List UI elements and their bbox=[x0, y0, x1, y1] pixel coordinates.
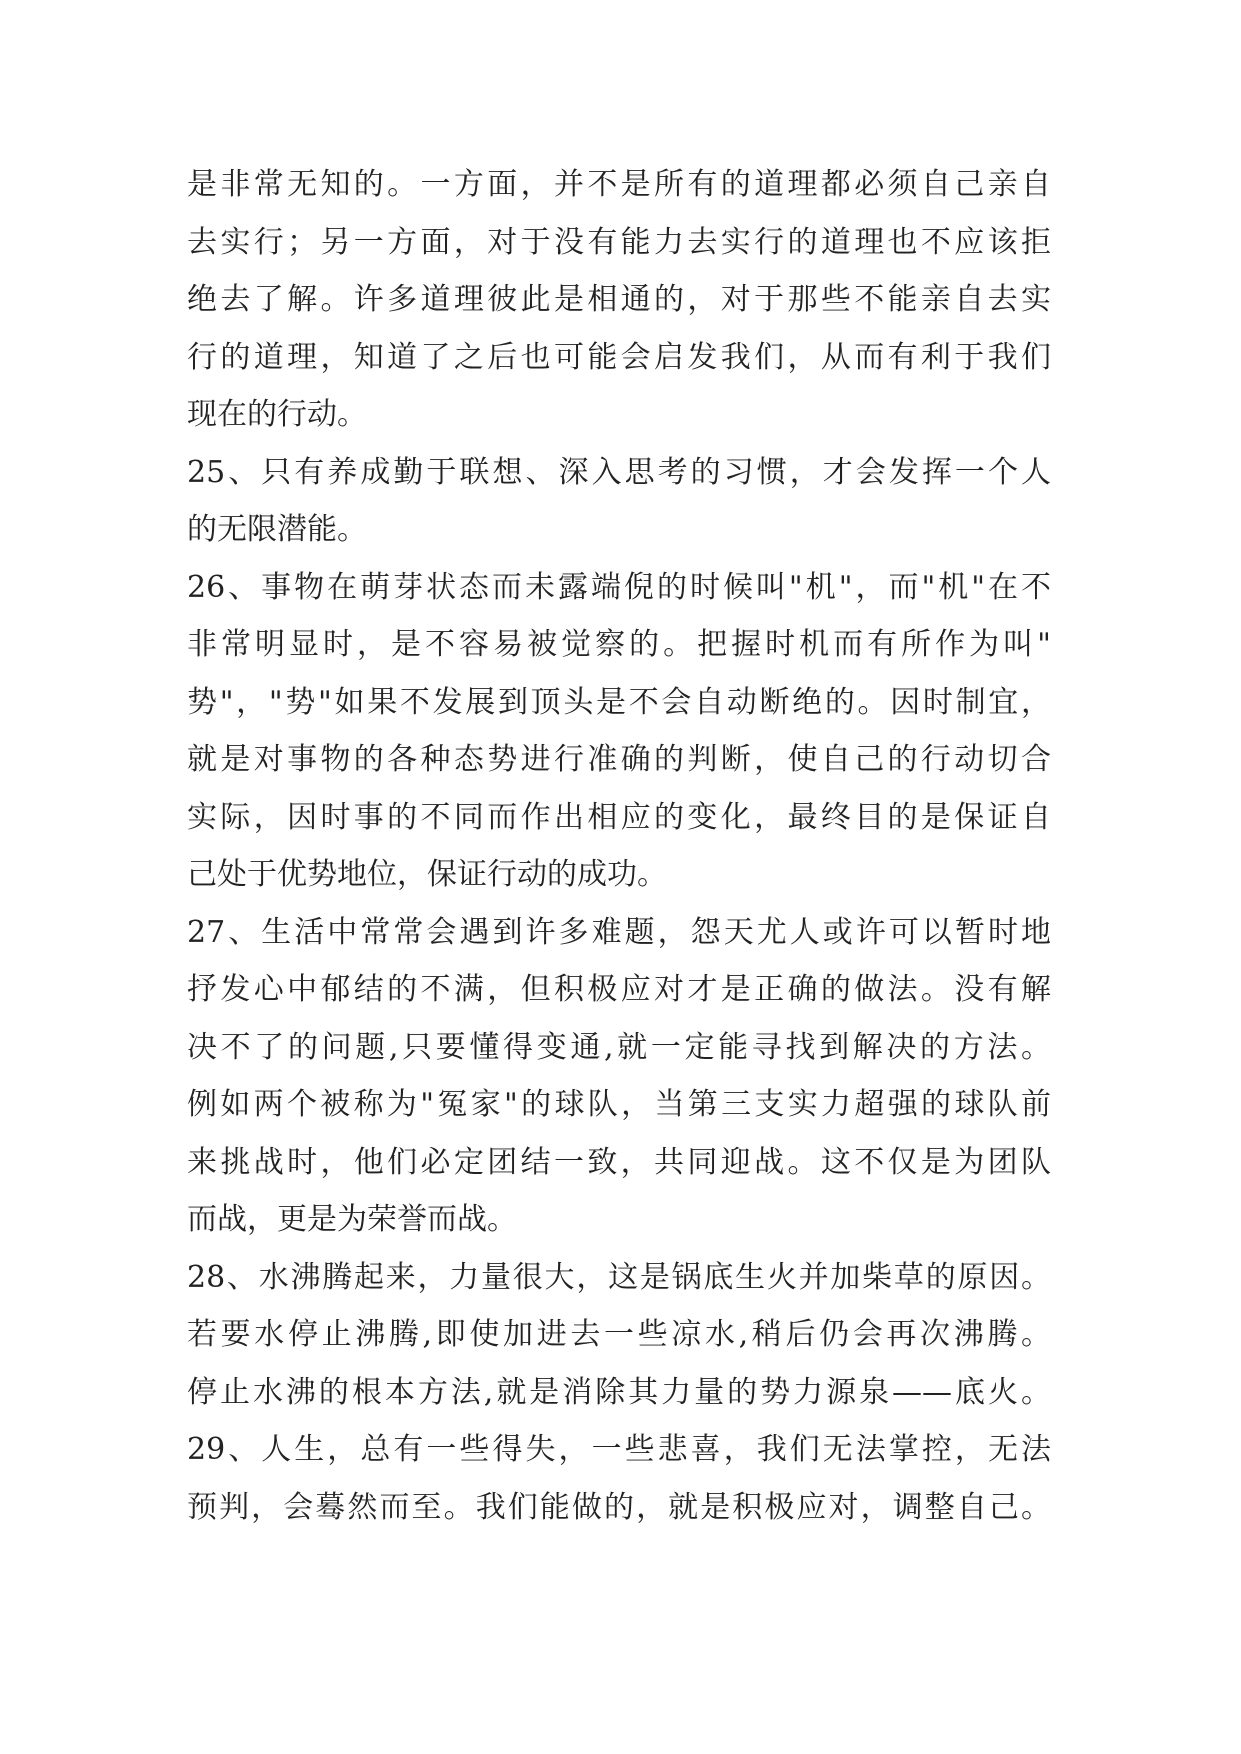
text-line: 行的道理，知道了之后也可能会启发我们，从而有利于我们 bbox=[187, 339, 1051, 375]
text-line: 去实行；另一方面，对于没有能力去实行的道理也不应该拒 bbox=[187, 224, 1051, 260]
text-line: 非常明显时，是不容易被觉察的。把握时机而有所作为叫" bbox=[187, 627, 1051, 662]
text-line: 抒发心中郁结的不满，但积极应对才是正确的做法。没有解 bbox=[187, 972, 1051, 1007]
text-line: 己处于优势地位，保证行动的成功。 bbox=[187, 857, 667, 892]
document-body bbox=[187, 156, 1051, 1536]
text-line: 25、只有养成勤于联想、深入思考的习惯，才会发挥一个人 bbox=[187, 454, 1051, 490]
text-line: 就是对事物的各种态势进行准确的判断，使自己的行动切合 bbox=[187, 742, 1051, 777]
text-line: 的无限潜能。 bbox=[187, 512, 367, 547]
text-line: 26、事物在萌芽状态而未露端倪的时候叫"机"，而"机"在不 bbox=[187, 569, 1051, 605]
text-line: 实际，因时事的不同而作出相应的变化，最终目的是保证自 bbox=[187, 799, 1051, 835]
text-line: 绝去了解。许多道理彼此是相通的，对于那些不能亲自去实 bbox=[187, 282, 1051, 317]
text-line: 预判，会蓦然而至。我们能做的，就是积极应对，调整自己。 bbox=[187, 1489, 1051, 1525]
text-line: 势"，"势"如果不发展到顶头是不会自动断绝的。因时制宜， bbox=[187, 684, 1051, 720]
text-line: 27、生活中常常会遇到许多难题，怨天尤人或许可以暂时地 bbox=[187, 914, 1051, 950]
text-line: 来挑战时，他们必定团结一致，共同迎战。这不仅是为团队 bbox=[187, 1144, 1051, 1180]
text-line: 决不了的问题,只要懂得变通,就一定能寻找到解决的方法。 bbox=[187, 1029, 1051, 1065]
text-line: 29、人生，总有一些得失，一些悲喜，我们无法掌控，无法 bbox=[187, 1432, 1051, 1467]
text-line: 现在的行动。 bbox=[187, 397, 367, 432]
text-line: 若要水停止沸腾,即使加进去一些凉水,稍后仍会再次沸腾。 bbox=[187, 1317, 1051, 1352]
text-line: 停止水沸的根本方法,就是消除其力量的势力源泉——底火。 bbox=[187, 1374, 1051, 1410]
text-line: 28、水沸腾起来，力量很大，这是锅底生火并加柴草的原因。 bbox=[187, 1259, 1051, 1295]
text-line: 例如两个被称为"冤家"的球队，当第三支实力超强的球队前 bbox=[187, 1087, 1051, 1122]
text-line: 是非常无知的。一方面，并不是所有的道理都必须自己亲自 bbox=[187, 167, 1051, 202]
text-line: 而战，更是为荣誉而战。 bbox=[187, 1202, 517, 1237]
